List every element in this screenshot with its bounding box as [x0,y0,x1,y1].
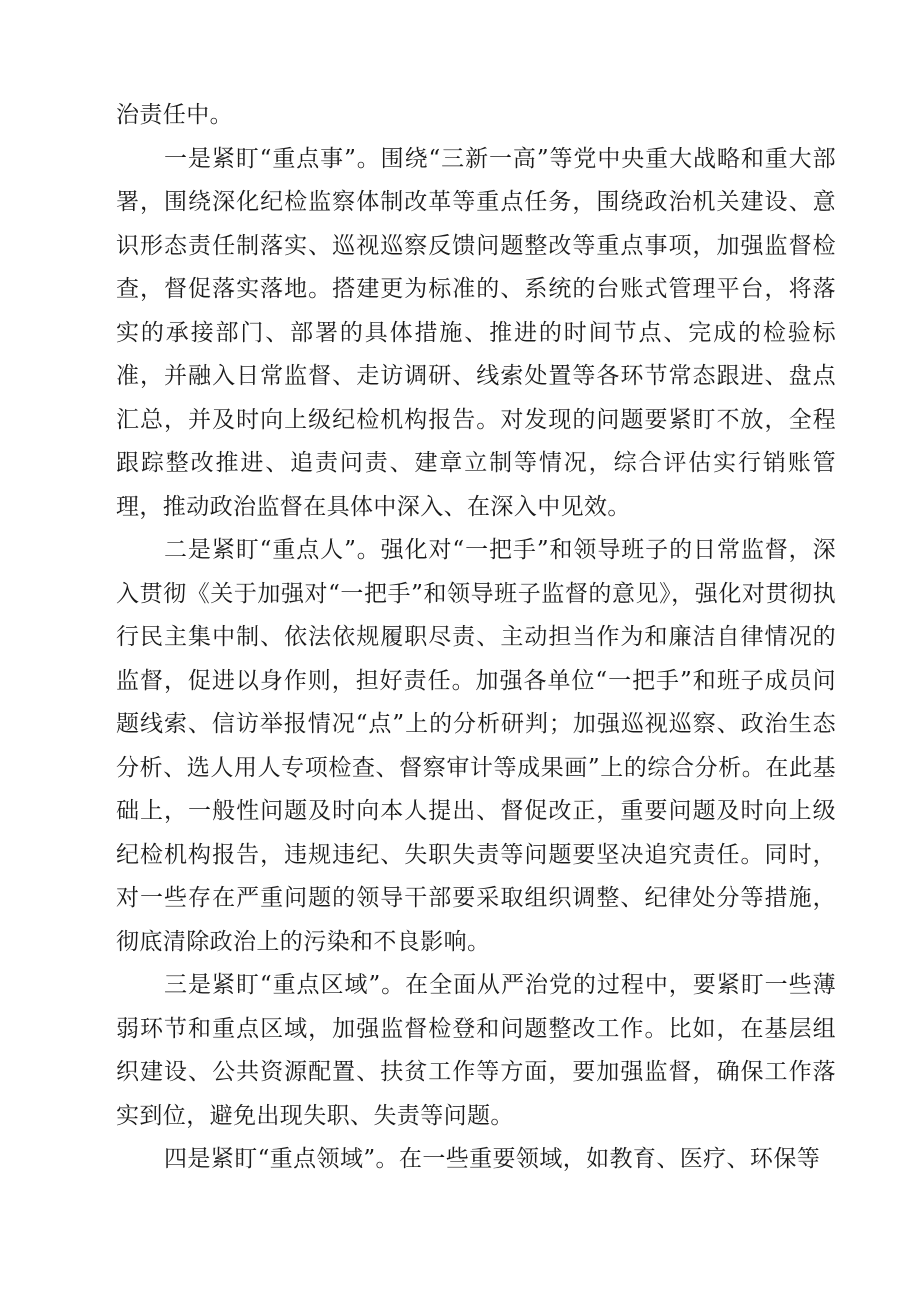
paragraph-key-fields: 四是紧盯“重点领域”。在一些重要领域，如教育、医疗、环保等 [164,1146,821,1172]
paragraph-continuation: 治责任中。 [116,102,233,128]
paragraph-key-areas: 三是紧盯“重点区域”。在全面从严治党的过程中，要紧盯一些薄弱环节和重点区域，加强监督检登和问题整改工作。比如，在基层组织建设、公共资源配置、扶贫工作等方面，要加强监督，确保工作落实到位，避免出现失职、失责等问题。 [116,972,836,1129]
document-body [116,94,836,1182]
paragraph-key-people: 二是紧盯“重点人”。强化对“一把手”和领导班子的日常监督，深入贯彻《关于加强对“一把手”和领导班子监督的意见》，强化对贯彻执行民主集中制、依法依规履职尽责、主动担当作为和廉洁自律情况的监督，促进以身作则，担好责任。加强各单位“一把手”和班子成员问题线索、信访举报情况“点”上的分析研判；加强巡视巡察、政治生态分析、选人用人专项检查、督察审计等成果画”上的综合分析。在此基础上，一般性问题及时向本人提出、督促改正，重要问题及时向上级纪检机构报告，违规违纪、失职失责等问题要坚决追究责任。同时，对一些存在严重问题的领导干部要采取组织调整、纪律处分等措施，彻底清除政治上的污染和不良影响。 [116,537,836,955]
paragraph-key-matters: 一是紧盯“重点事”。围绕“三新一高”等党中央重大战略和重大部署，围绕深化纪检监察体制改革等重点任务，围绕政治机关建设、意识形态责任制落实、巡视巡察反馈问题整改等重点事项，加强监督检查，督促落实落地。搭建更为标准的、系统的台账式管理平台，将落实的承接部门、部署的具体措施、推进的时间节点、完成的检验标准，并融入日常监督、走访调研、线索处置等各环节常态跟进、盘点汇总，并及时向上级纪检机构报告。对发现的问题要紧盯不放，全程跟踪整改推进、追责问责、建章立制等情况，综合评估实行销账管理，推动政治监督在具体中深入、在深入中见效。 [116,145,836,520]
